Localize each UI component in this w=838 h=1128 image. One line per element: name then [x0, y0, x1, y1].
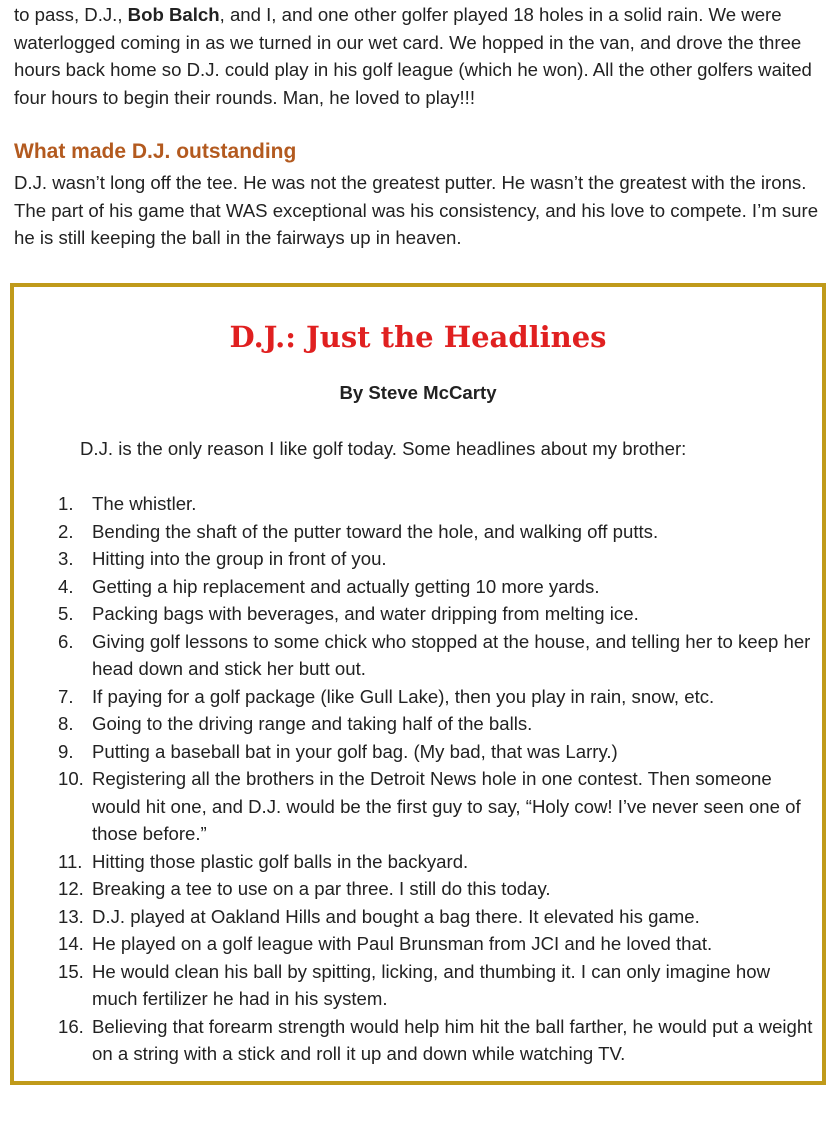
headline-list — [58, 490, 818, 1068]
box-lead: D.J. is the only reason I like golf today. Some headlines about my brother: — [80, 438, 687, 459]
list-item — [58, 930, 818, 958]
list-item — [58, 628, 818, 683]
list-item-number: 9. — [58, 740, 74, 762]
box-title: D.J.: Just the Headlines — [229, 320, 607, 354]
list-item — [58, 545, 818, 573]
list-item-number: 5. — [58, 603, 74, 624]
intro-text-start: to pass, D.J., — [14, 4, 128, 25]
list-item — [58, 490, 818, 518]
section-body: D.J. wasn’t long off the tee. He was not the greatest putter. He wasn’t the greatest with the irons. The part of his game that WAS exceptional was his consistency, and his love to compete. I’m sure he is still keeping the ball in the fairways up in heaven. — [14, 172, 819, 248]
list-item-text: Hitting into the group in front of you. — [92, 548, 387, 569]
list-item — [58, 958, 818, 1013]
list-item — [58, 765, 818, 848]
intro-paragraph — [14, 1, 829, 111]
list-item-text: Believing that forearm strength would help him hit the ball farther, he would put a weight on a string with a stick and roll it up and down while watching TV. — [92, 1015, 813, 1064]
list-item — [58, 848, 818, 876]
list-item-number: 12. — [58, 878, 84, 899]
list-item-text: Breaking a tee to use on a par three. I still do this today. — [92, 878, 551, 899]
list-item — [58, 600, 818, 628]
list-item-number: 2. — [58, 520, 74, 542]
list-item-number: 10. — [58, 768, 84, 789]
list-item-text: Getting a hip replacement and actually getting 10 more yards. — [92, 575, 600, 597]
list-item-text: Giving golf lessons to some chick who stopped at the house, and telling her to keep her head down and stick her butt out. — [92, 630, 811, 679]
list-item-text: Going to the driving range and taking half of the balls. — [92, 713, 533, 734]
list-item-text: D.J. played at Oakland Hills and bought a bag there. It elevated his game. — [92, 905, 700, 927]
list-item-text: Registering all the brothers in the Detroit News hole in one contest. Then someone would hit one, and D.J. would be the first guy to say, “Holy cow! I’ve never seen one of those before.” — [92, 768, 801, 844]
intro-section — [14, 0, 829, 111]
list-item-number: 7. — [58, 685, 74, 707]
list-item-text: He would clean his ball by spitting, licking, and thumbing it. I can only imagine how much fertilizer he had in his system. — [92, 960, 771, 1009]
list-item-number: 11. — [58, 850, 83, 872]
list-item-text: Packing bags with beverages, and water dripping from melting ice. — [92, 603, 639, 624]
list-item-text: If paying for a golf package (like Gull Lake), then you play in rain, snow, etc. — [92, 685, 715, 707]
section-heading: What made D.J. outstanding — [14, 140, 297, 163]
list-item-text: Putting a baseball bat in your golf bag. (My bad, that was Larry.) — [92, 740, 618, 762]
list-item-number: 3. — [58, 548, 74, 569]
list-item-number: 13. — [58, 905, 84, 927]
list-item — [58, 1013, 818, 1068]
intro-bold-name: Bob Balch — [127, 4, 220, 25]
list-item-number: 16. — [58, 1015, 84, 1037]
list-item — [58, 573, 818, 601]
list-item-number: 15. — [58, 960, 84, 982]
list-item — [58, 903, 818, 931]
list-item-number: 6. — [58, 630, 74, 652]
list-item-text: Hitting those plastic golf balls in the backyard. — [92, 850, 469, 872]
headlines-box — [10, 283, 826, 1085]
list-item-text: Bending the shaft of the putter toward the hole, and walking off putts. — [92, 520, 659, 542]
list-item-text: The whistler. — [92, 493, 197, 514]
list-item-text: He played on a golf league with Paul Brunsman from JCI and he loved that. — [92, 933, 713, 954]
list-item-number: 8. — [58, 713, 74, 734]
list-item — [58, 710, 818, 738]
byline: By Steve McCarty — [339, 382, 497, 403]
list-item-number: 1. — [58, 493, 74, 514]
list-item — [58, 683, 818, 711]
intro-text-rest: , and I, and one other golfer played 18 holes in a solid rain. We were waterlogged coming in as we turned in our wet card. We hopped in the van, and drove the three hours back home so D.J. could play in his golf league (which he won). All the other golfers waited four hours to begin their rounds. Man, he loved to play!!! — [14, 4, 812, 108]
list-item — [58, 518, 818, 546]
list-item-number: 4. — [58, 575, 74, 597]
list-item — [58, 875, 818, 903]
list-item-number: 14. — [58, 933, 84, 954]
list-item — [58, 738, 818, 766]
